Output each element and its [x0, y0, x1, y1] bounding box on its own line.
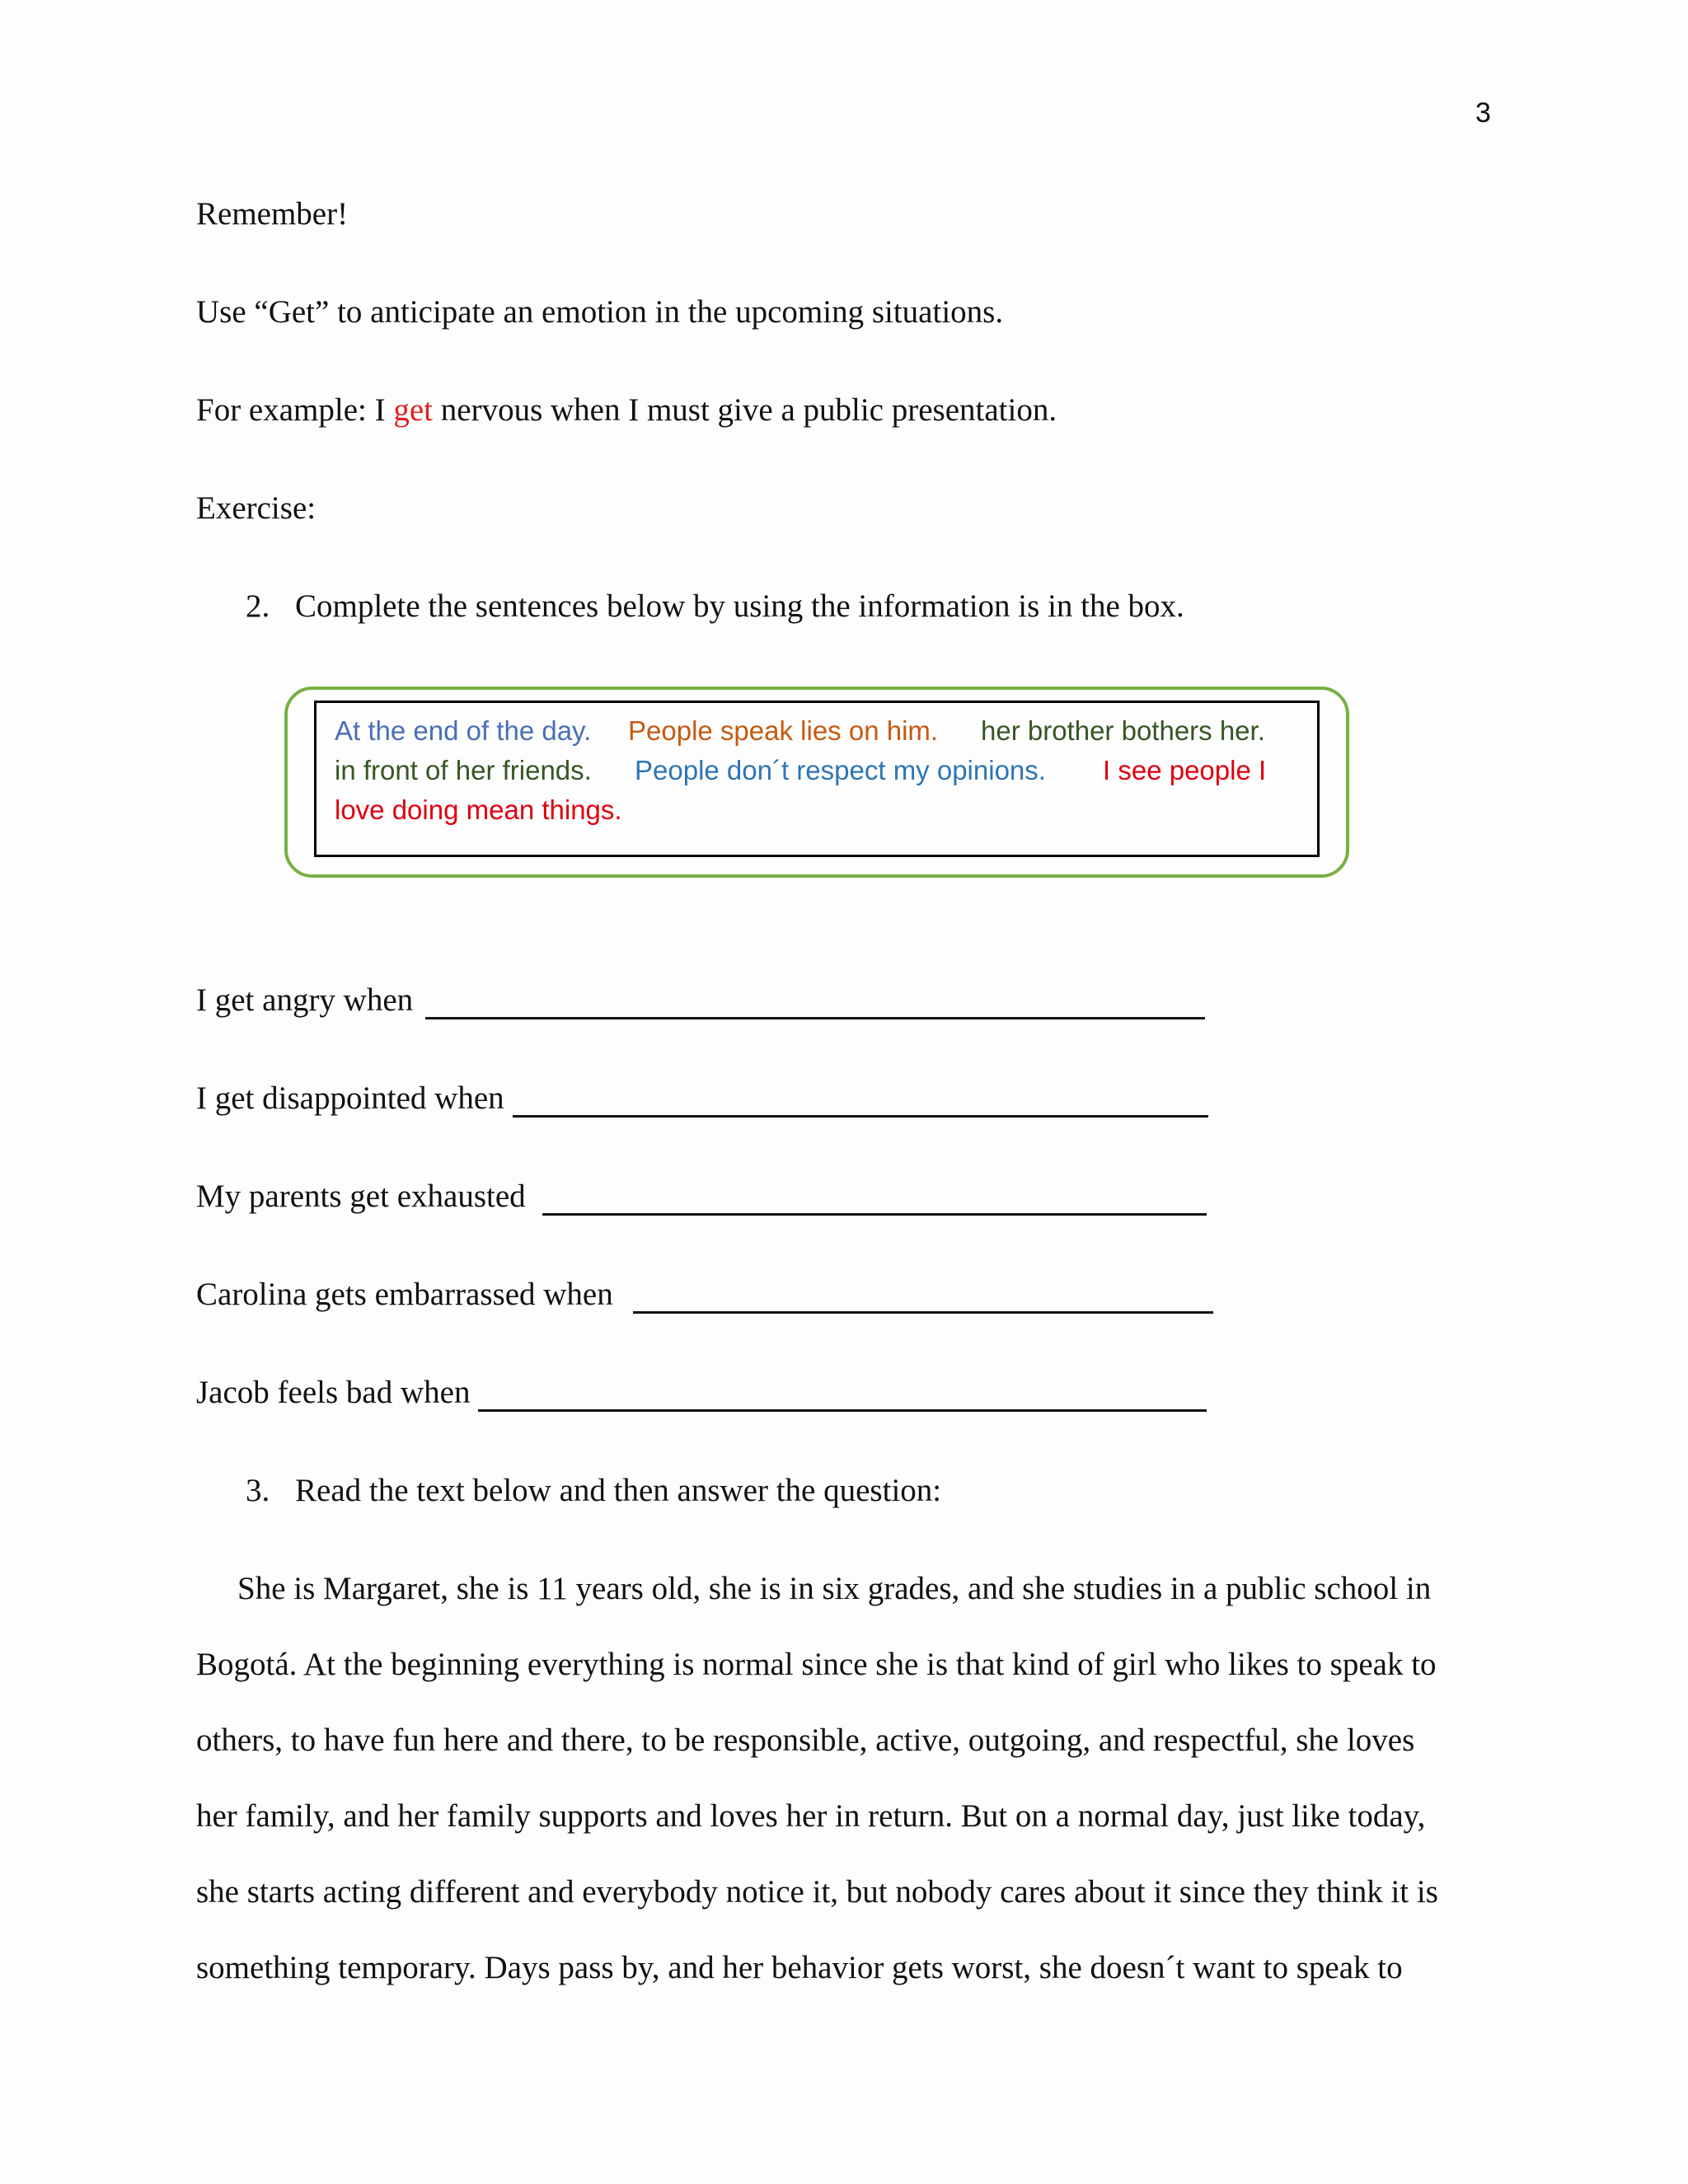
- word-box-cell: [1103, 753, 1266, 788]
- word-box-row-2: [335, 753, 592, 788]
- remember-heading: Remember!: [196, 196, 349, 232]
- fill-in-5-blank[interactable]: [478, 1409, 1207, 1412]
- paragraph-line: she starts acting different and everybody notice it, but nobody cares about it since they think it is: [196, 1874, 1438, 1910]
- paragraph-line: others, to have fun here and there, to be responsible, active, outgoing, and respectful, she loves: [196, 1722, 1415, 1758]
- fill-in-2-label: I get disappointed when: [196, 1080, 504, 1116]
- fill-in-4-label: Carolina gets embarrassed when: [196, 1277, 613, 1312]
- box-item: in front of her friends.: [335, 755, 592, 785]
- word-box-row-1: [335, 714, 591, 748]
- box-item: I see people I: [1103, 755, 1267, 785]
- task-2-text: Complete the sentences below by using the information is in the box.: [295, 588, 1184, 624]
- example-suffix: nervous when I must give a public presentation.: [433, 392, 1057, 428]
- example-highlight: get: [393, 392, 434, 428]
- exercise-label: Exercise:: [196, 490, 316, 526]
- box-item: her brother bothers her.: [981, 715, 1265, 746]
- fill-in-2-blank[interactable]: [513, 1115, 1208, 1118]
- page-number: 3: [1475, 97, 1491, 129]
- fill-in-1-blank[interactable]: [425, 1017, 1205, 1019]
- box-item: love doing mean things.: [335, 794, 622, 825]
- fill-in-3-label: My parents get exhausted: [196, 1179, 526, 1214]
- task-3: [246, 1471, 941, 1511]
- paragraph-line: Bogotá. At the beginning everything is normal since she is that kind of girl who likes to speak to: [196, 1647, 1437, 1682]
- fill-in-5-label: Jacob feels bad when: [196, 1375, 471, 1410]
- task-2-number: 2.: [246, 588, 270, 624]
- example-prefix: For example: I: [196, 392, 394, 428]
- fill-in-3-blank[interactable]: [542, 1213, 1207, 1216]
- paragraph-line: her family, and her family supports and loves her in return. But on a normal day, just like today,: [196, 1798, 1426, 1834]
- fill-in-1-label: I get angry when: [196, 982, 414, 1018]
- fill-in-4-blank[interactable]: [633, 1311, 1213, 1314]
- word-box-cell: [628, 714, 938, 748]
- task-3-text: Read the text below and then answer the question:: [295, 1473, 942, 1508]
- task-3-number: 3.: [246, 1473, 270, 1508]
- instruction-text: Use “Get” to anticipate an emotion in the upcoming situations.: [196, 294, 1004, 330]
- word-box-cell: [981, 714, 1265, 748]
- paragraph-line: She is Margaret, she is 11 years old, she is in six grades, and she studies in a public school in: [237, 1571, 1432, 1606]
- word-box-row-3: [335, 793, 622, 827]
- box-item: People speak lies on him.: [628, 715, 939, 746]
- paragraph-line: something temporary. Days pass by, and her behavior gets worst, she doesn´t want to speak to: [196, 1950, 1403, 1985]
- task-2: [246, 587, 1184, 626]
- word-box-cell: [635, 753, 1046, 788]
- box-item: At the end of the day.: [335, 715, 592, 746]
- box-item: People don´t respect my opinions.: [635, 755, 1046, 785]
- example-sentence: [196, 391, 1057, 430]
